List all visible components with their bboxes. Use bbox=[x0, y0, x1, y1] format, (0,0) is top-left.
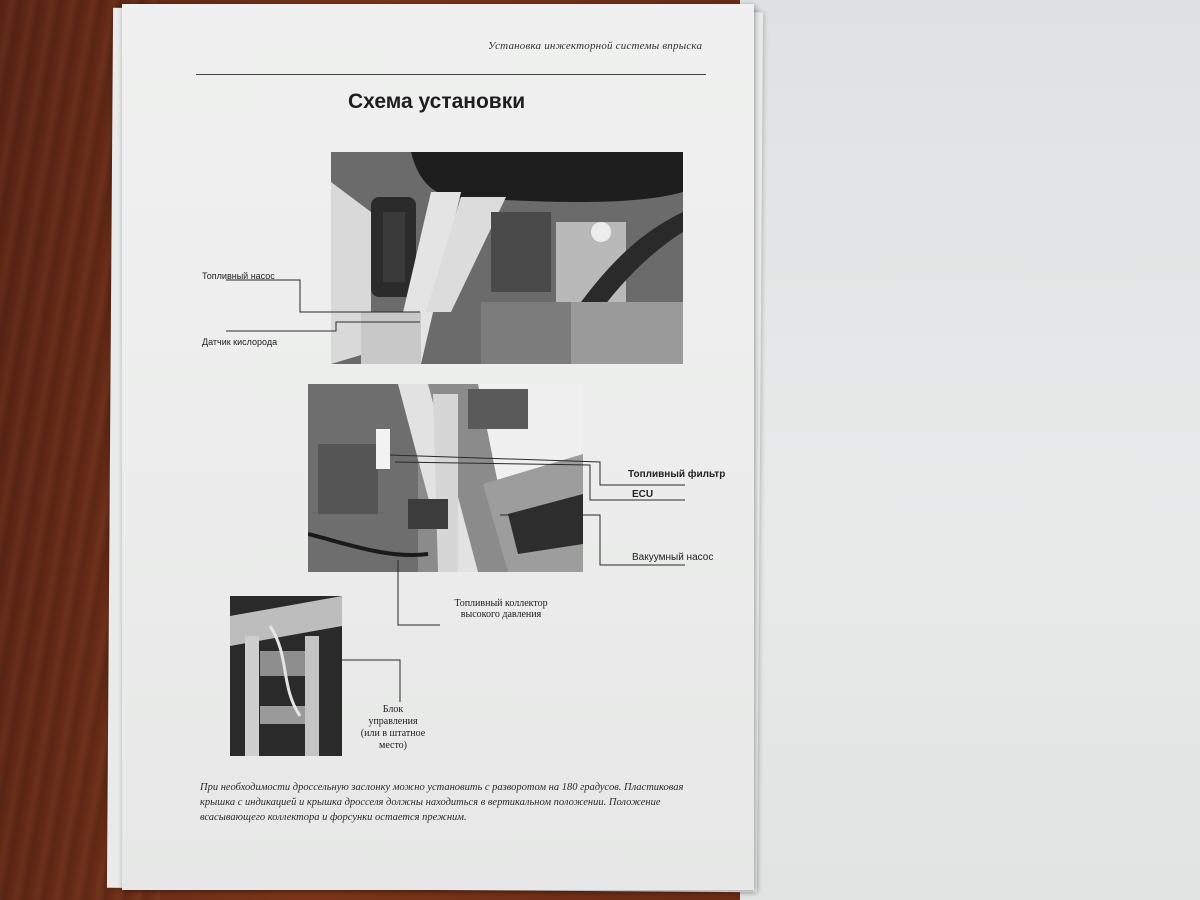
label-fuel-manifold-line2: высокого давления bbox=[460, 609, 542, 620]
blank-paper-sheet bbox=[740, 0, 1200, 900]
label-control-unit-line2: управления bbox=[368, 716, 418, 727]
photo-control-unit bbox=[230, 596, 342, 756]
label-vacuum-pump: Вакуумный насос bbox=[632, 552, 714, 563]
label-control-unit-line1: Блок bbox=[382, 704, 404, 715]
label-control-unit-line4: место) bbox=[378, 740, 408, 751]
label-control-unit bbox=[348, 704, 438, 752]
label-fuel-filter: Топливный фильтр bbox=[628, 469, 726, 480]
header-rule bbox=[196, 74, 706, 75]
label-control-unit-line3: (или в штатное bbox=[360, 728, 426, 739]
label-ecu: ECU bbox=[632, 489, 654, 500]
label-oxygen-sensor: Датчик кислорода bbox=[202, 337, 278, 347]
running-header: Установка инжекторной системы впрыска bbox=[488, 40, 703, 52]
label-fuel-manifold bbox=[446, 598, 556, 620]
label-fuel-pump: Топливный насос bbox=[202, 271, 275, 281]
page-title: Схема установки bbox=[348, 90, 526, 113]
label-fuel-manifold-line1: Топливный коллектор bbox=[454, 598, 548, 609]
footnote-text: При необходимости дроссельную заслонку можно установить с разворотом на 180 градусов. Пластиковая крышка с индикацией и крышка дросселя должны находиться в вертикальном положении. Положение всасывающего коллектора и форсунки остается прежним. bbox=[200, 782, 684, 823]
photo-fuel-pump-area bbox=[331, 152, 683, 364]
photo-filter-ecu-area bbox=[308, 384, 583, 572]
